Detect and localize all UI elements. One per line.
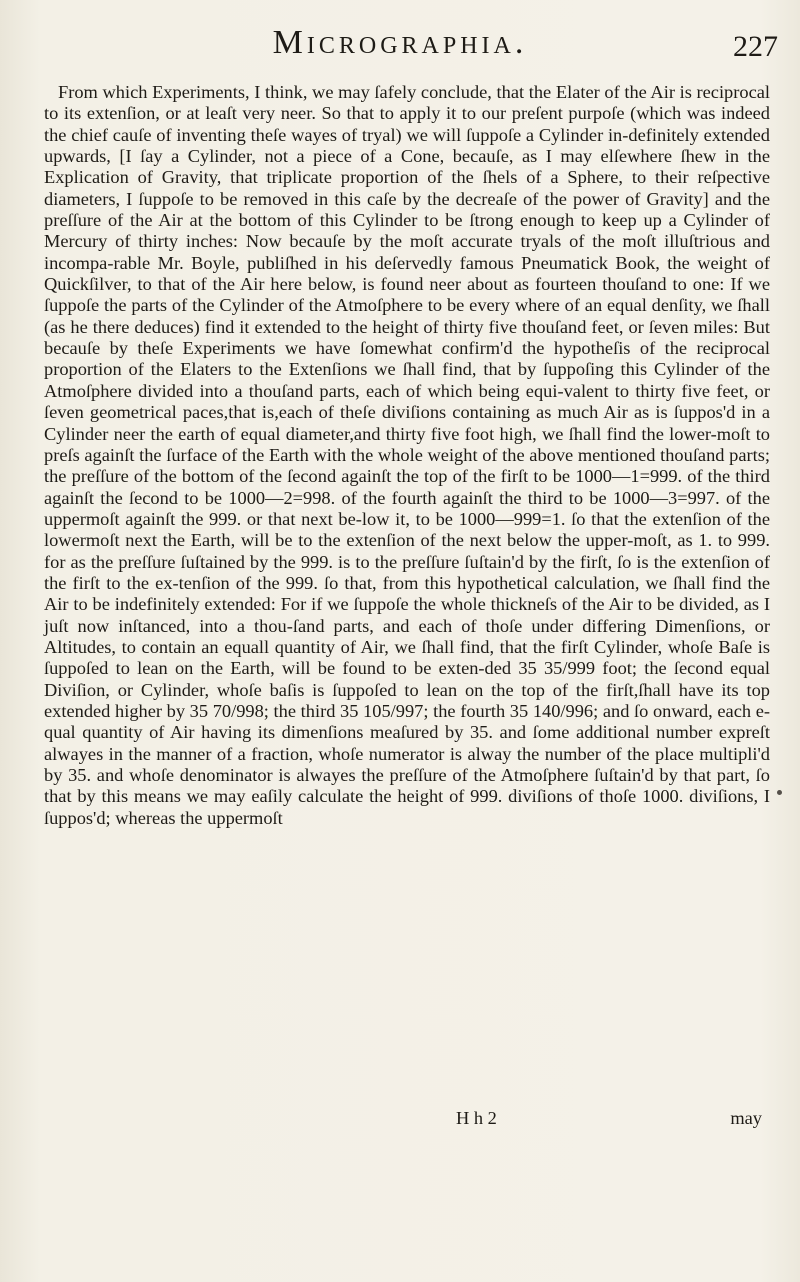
footer-line (44, 1108, 770, 1130)
running-head (20, 18, 780, 74)
running-title: Micrographia. (272, 24, 528, 61)
ink-spot (777, 790, 782, 795)
page-number: 227 (733, 30, 778, 63)
body-text: From which Experiments, I think, we may ſafely conclude, that the Elater of the Air is reciprocal to its extenſion, or at leaſt very neer. So that to apply it to our preſent purpoſe (which was indeed the chief cauſe of inventing theſe wayes of tryal) we will ſuppoſe a Cylinder in-definitely extended upwards, [I ſay a Cylinder, not a piece of a Cone, becauſe, as I may elſewhere ſhew in the Explication of Gravity, that triplicate proportion of the ſhels of a Sphere, to their reſpective diameters, I ſuppoſe to be removed in this caſe by the decreaſe of the power of Gravity] and the preſſure of the Air at the bottom of this Cylinder to be ſtrong enough to keep up a Cylinder of Mercury of thirty inches: Now becauſe by the moſt accurate tryals of the moſt illuſtrious and incompa-rable Mr. Boyle, publiſhed in his deſervedly famous Pneumatick Book, the weight of Quickſilver, to that of the Air here below, is found neer about as fourteen thouſand to one: If we ſuppoſe the parts of the Cylinder of the Atmoſphere to be every where of an equal denſity, we ſhall (as he there deduces) find it extended to the height of thirty five thouſand feet, or ſeven miles: But becauſe by theſe Experiments we have ſomewhat confirm'd the hypotheſis of the reciprocal proportion of the Elaters to the Extenſions we ſhall find, that by ſuppoſing this Cylinder of the Atmoſphere divided into a thouſand parts, each of which being equi-valent to thirty five feet, or ſeven geometrical paces,that is,each of theſe diviſions containing as much Air as is ſuppos'd in a Cylinder neer the earth of equal diameter,and thirty five foot high, we ſhall find the lower-moſt to preſs againſt the ſurface of the Earth with the whole weight of the above mentioned thouſand parts; the preſſure of the bottom of the ſecond againſt the top of the firſt to be 1000—1=999. of the third againſt the ſecond to be 1000—2=998. of the fourth againſt the third to be 1000—3=997. of the uppermoſt againſt the 999. or that next be-low it, to be 1000—999=1. ſo that the extenſion of the lowermoſt next the Earth, will be to the extenſion of the next below the upper-moſt, as 1. to 999. for as the preſſure ſuſtained by the 999. is to the preſſure ſuſtain'd by the firſt, ſo is the extenſion of the firſt to the ex-tenſion of the 999. ſo that, from this hypothetical calculation, we ſhall find the Air to be indefinitely extended: For if we ſuppoſe the whole thickneſs of the Air to be divided, as I juſt now inſtanced, into a thou-ſand parts, and each of thoſe under differing Dimenſions, or Altitudes, to contain an equall quantity of Air, we ſhall find, that the firſt Cylinder, whoſe Baſe is ſuppoſed to lean on the Earth, will be found to be exten-ded 35 35/999 foot; the ſecond equal Diviſion, or Cylinder, whoſe baſis is ſuppoſed to lean on the top of the firſt,ſhall have its top extended higher by 35 70/998; the third 35 105/997; the fourth 35 140/996; and ſo onward, each e-qual quantity of Air having its dimenſions meaſured by 35. and ſome additional number expreſt alwayes in the manner of a fraction, whoſe numerator is alway the number of the place multipli'd by 35. and whoſe denominator is alwayes the preſſure of the Atmoſphere ſuſtain'd by that part, ſo that by this means we may eaſily calculate the height of 999. diviſions of thoſe 1000. diviſions, I ſuppos'd; whereas the uppermoſt (44, 82, 770, 828)
signature-mark: H h 2 (456, 1108, 497, 1128)
catchword: may (730, 1108, 762, 1128)
